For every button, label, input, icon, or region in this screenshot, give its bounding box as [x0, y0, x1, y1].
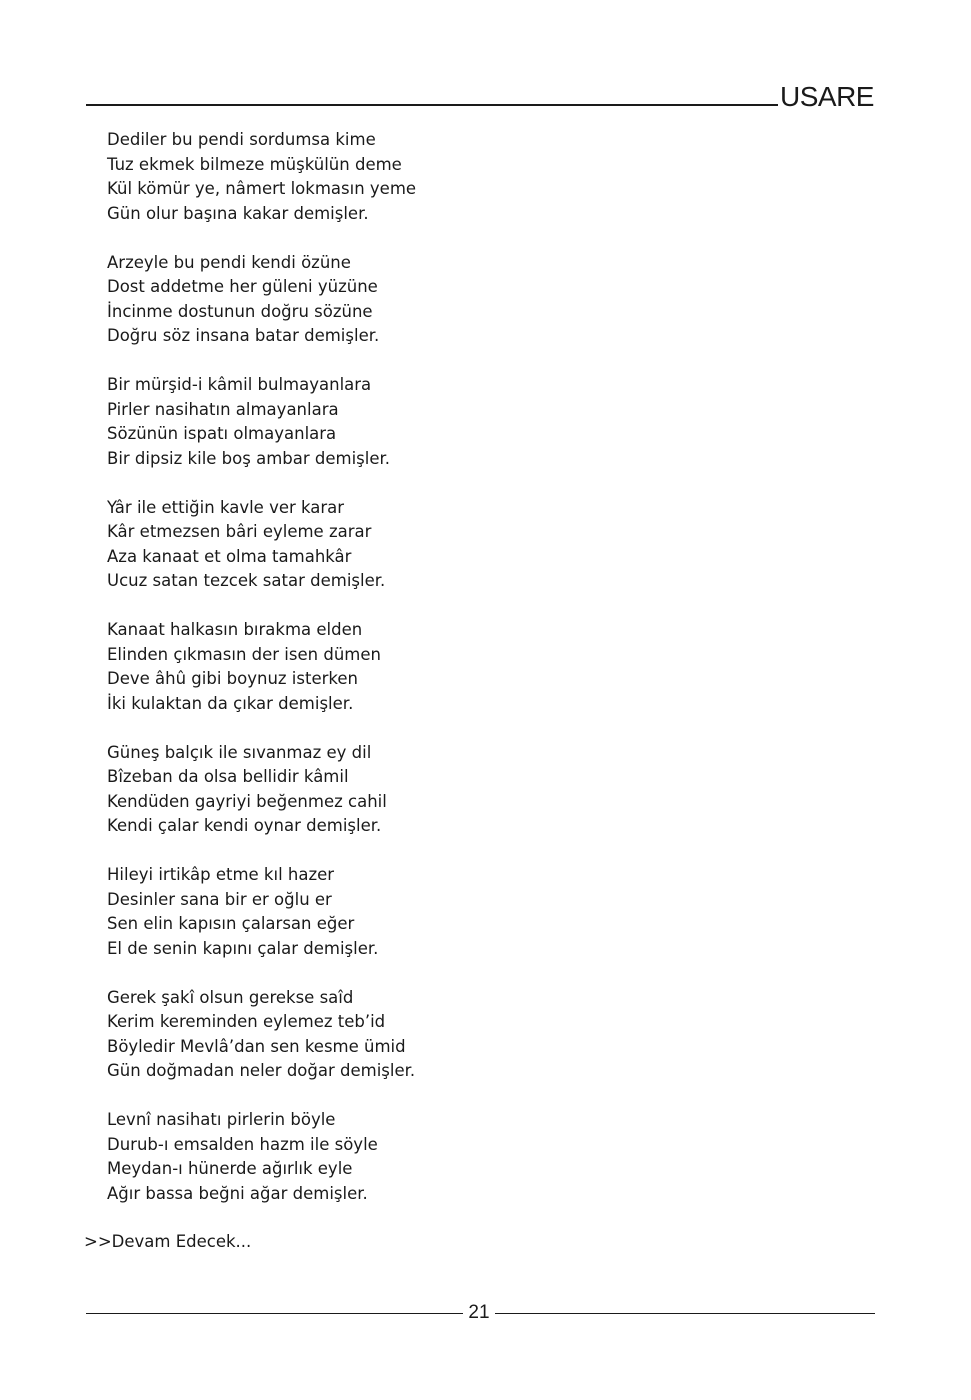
poem-line: Böyledir Mevlâ’dan sen kesme ümid — [107, 1036, 406, 1056]
poem-line: Gün olur başına kakar demişler. — [107, 203, 369, 223]
poem-line: Meydan-ı hünerde ağırlık eyle — [107, 1159, 353, 1178]
poem-line: Kâr etmezsen bâri eyleme zarar — [107, 522, 372, 541]
poem-line: Kendi çalar kendi oynar demişler. — [107, 816, 382, 835]
poem-line: Arzeyle bu pendi kendi özüne — [107, 252, 351, 272]
stanza-8 — [107, 986, 707, 1084]
poem-line: Levnî nasihatı pirlerin böyle — [107, 1110, 336, 1129]
continuation-note: >>Devam Edecek... — [84, 1232, 252, 1251]
stanza-3 — [107, 373, 707, 471]
page-number: 21 — [468, 1302, 490, 1323]
poem-line: Kendüden gayriyi beğenmez cahil — [107, 791, 387, 811]
poem-line: Dediler bu pendi sordumsa kime — [107, 130, 376, 149]
poem-line: Pirler nasihatın almayanlara — [107, 399, 339, 419]
poem-line: Yâr ile ettiğin kavle ver karar — [107, 497, 345, 517]
poem-line: İncinme dostunun doğru sözüne — [107, 301, 373, 321]
poem-line: Bîzeban da olsa bellidir kâmil — [107, 767, 349, 786]
poem-line: Hileyi irtikâp etme kıl hazer — [107, 865, 335, 884]
poem — [107, 128, 707, 1231]
poem-line: Deve âhû gibi boynuz isterken — [107, 669, 358, 688]
poem-line: El de senin kapını çalar demişler. — [107, 938, 379, 958]
stanza-2 — [107, 251, 707, 349]
poem-line: Güneş balçık ile sıvanmaz ey dil — [107, 742, 372, 762]
stanza-4 — [107, 496, 707, 594]
poem-line: Sen elin kapısın çalarsan eğer — [107, 914, 355, 933]
poem-line: Elinden çıkmasın der isen dümen — [107, 644, 381, 664]
footer-rule-right — [495, 1313, 875, 1314]
poem-line: Gün doğmadan neler doğar demişler. — [107, 1061, 416, 1080]
stanza-7 — [107, 863, 707, 961]
magazine-title: USARE — [780, 81, 874, 112]
poem-line: Ağır bassa beğni ağar demişler. — [107, 1183, 368, 1203]
poem-line: Kül kömür ye, nâmert lokmasın yeme — [107, 179, 417, 198]
poem-line: Dost addetme her güleni yüzüne — [107, 277, 378, 296]
poem-line: Bir dipsiz kile boş ambar demişler. — [107, 448, 391, 468]
poem-line: Aza kanaat et olma tamahkâr — [107, 546, 352, 566]
stanza-5 — [107, 618, 707, 716]
poem-line: İki kulaktan da çıkar demişler. — [107, 693, 354, 713]
poem-line: Gerek şakî olsun gerekse saîd — [107, 987, 354, 1007]
poem-line: Sözünün ispatı olmayanlara — [107, 424, 337, 443]
poem-line: Desinler sana bir er oğlu er — [107, 889, 332, 909]
poem-line: Kerim kereminden eylemez teb’id — [107, 1012, 386, 1031]
poem-line: Doğru söz insana batar demişler. — [107, 326, 380, 345]
poem-line: Ucuz satan tezcek satar demişler. — [107, 571, 386, 590]
poem-line: Tuz ekmek bilmeze müşkülün deme — [107, 154, 402, 174]
stanza-1 — [107, 128, 707, 226]
footer-rule-left — [86, 1313, 463, 1314]
poem-line: Bir mürşid-i kâmil bulmayanlara — [107, 375, 372, 394]
header-rule — [86, 104, 778, 106]
stanza-9 — [107, 1108, 707, 1206]
poem-line: Kanaat halkasın bırakma elden — [107, 620, 363, 639]
poem-line: Durub-ı emsalden hazm ile söyle — [107, 1134, 378, 1154]
stanza-6 — [107, 741, 707, 839]
